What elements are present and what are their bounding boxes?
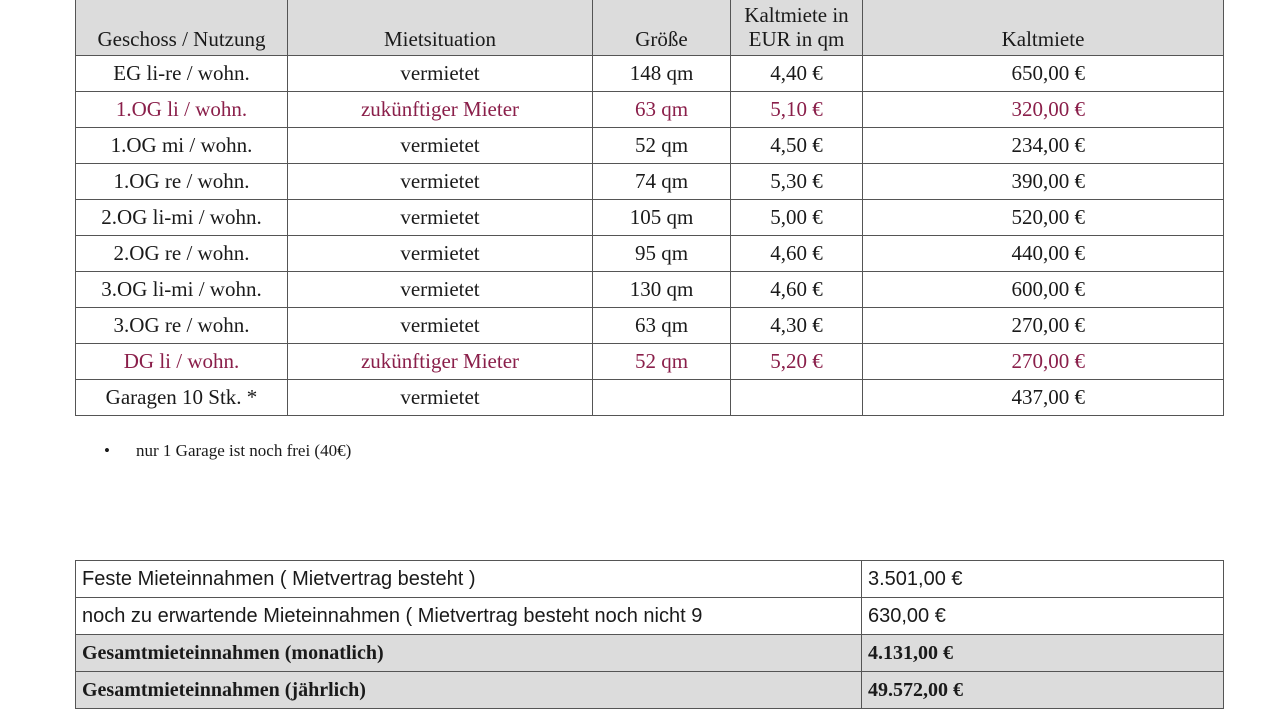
cell-rate: 5,10 €: [731, 92, 863, 128]
summary-value: 630,00 €: [862, 598, 1224, 635]
cell-situation: vermietet: [288, 380, 593, 416]
table-row: [76, 128, 1224, 164]
header-rate: [731, 0, 863, 56]
footnote-text: nur 1 Garage ist noch frei (40€): [136, 441, 352, 460]
cell-situation: vermietet: [288, 200, 593, 236]
table-row: [76, 272, 1224, 308]
cell-situation: vermietet: [288, 236, 593, 272]
cell-size: 74 qm: [593, 164, 731, 200]
cell-rent: 320,00 €: [863, 92, 1224, 128]
cell-floor: 1.OG mi / wohn.: [76, 128, 288, 164]
summary-table: [75, 560, 1224, 709]
table-row: [76, 308, 1224, 344]
cell-rate: 4,60 €: [731, 272, 863, 308]
table-row: [76, 56, 1224, 92]
cell-rate: [731, 380, 863, 416]
table-row: [76, 380, 1224, 416]
cell-floor: 3.OG li-mi / wohn.: [76, 272, 288, 308]
summary-label: Gesamtmieteinnahmen (monatlich): [76, 635, 862, 672]
summary-label: Feste Mieteinnahmen ( Mietvertrag besteht ): [76, 561, 862, 598]
cell-situation: zukünftiger Mieter: [288, 92, 593, 128]
cell-rate: 5,00 €: [731, 200, 863, 236]
cell-size: 52 qm: [593, 128, 731, 164]
cell-situation: vermietet: [288, 308, 593, 344]
table-row: [76, 344, 1224, 380]
rent-table-header: [76, 0, 1224, 56]
cell-rate: 4,40 €: [731, 56, 863, 92]
cell-situation: vermietet: [288, 272, 593, 308]
table-row: [76, 200, 1224, 236]
cell-rent: 437,00 €: [863, 380, 1224, 416]
header-size: Größe: [593, 0, 731, 56]
cell-floor: DG li / wohn.: [76, 344, 288, 380]
summary-value: 4.131,00 €: [862, 635, 1224, 672]
summary-total-yearly: [76, 672, 1224, 709]
cell-rent: 390,00 €: [863, 164, 1224, 200]
cell-floor: 2.OG li-mi / wohn.: [76, 200, 288, 236]
cell-situation: zukünftiger Mieter: [288, 344, 593, 380]
cell-rate: 5,20 €: [731, 344, 863, 380]
cell-rate: 5,30 €: [731, 164, 863, 200]
cell-size: 148 qm: [593, 56, 731, 92]
summary-total-monthly: [76, 635, 1224, 672]
cell-size: 105 qm: [593, 200, 731, 236]
cell-size: [593, 380, 731, 416]
cell-floor: 1.OG re / wohn.: [76, 164, 288, 200]
cell-size: 63 qm: [593, 92, 731, 128]
bullet-icon: •: [104, 441, 110, 460]
cell-floor: 1.OG li / wohn.: [76, 92, 288, 128]
summary-row: [76, 561, 1224, 598]
cell-size: 130 qm: [593, 272, 731, 308]
cell-situation: vermietet: [288, 56, 593, 92]
header-rate-line1: Kaltmiete in: [744, 3, 849, 27]
cell-rent: 440,00 €: [863, 236, 1224, 272]
table-row: [76, 92, 1224, 128]
summary-value: 49.572,00 €: [862, 672, 1224, 709]
summary-label: Gesamtmieteinnahmen (jährlich): [76, 672, 862, 709]
cell-floor: 2.OG re / wohn.: [76, 236, 288, 272]
cell-situation: vermietet: [288, 128, 593, 164]
cell-size: 63 qm: [593, 308, 731, 344]
cell-rate: 4,50 €: [731, 128, 863, 164]
summary-value: 3.501,00 €: [862, 561, 1224, 598]
summary-row: [76, 598, 1224, 635]
cell-rent: 650,00 €: [863, 56, 1224, 92]
garage-footnote: [104, 441, 351, 461]
cell-rent: 600,00 €: [863, 272, 1224, 308]
cell-size: 52 qm: [593, 344, 731, 380]
cell-floor: EG li-re / wohn.: [76, 56, 288, 92]
summary-label: noch zu erwartende Mieteinnahmen ( Mietvertrag besteht noch nicht 9: [76, 598, 862, 635]
table-row: [76, 164, 1224, 200]
cell-rate: 4,30 €: [731, 308, 863, 344]
cell-floor: Garagen 10 Stk. *: [76, 380, 288, 416]
header-rate-line2: EUR in qm: [748, 27, 845, 51]
cell-rent: 234,00 €: [863, 128, 1224, 164]
cell-rent: 520,00 €: [863, 200, 1224, 236]
header-situation: Mietsituation: [288, 0, 593, 56]
cell-rent: 270,00 €: [863, 344, 1224, 380]
header-rent: Kaltmiete: [863, 0, 1224, 56]
cell-rent: 270,00 €: [863, 308, 1224, 344]
cell-situation: vermietet: [288, 164, 593, 200]
cell-size: 95 qm: [593, 236, 731, 272]
cell-floor: 3.OG re / wohn.: [76, 308, 288, 344]
rent-table: [75, 0, 1224, 416]
cell-rate: 4,60 €: [731, 236, 863, 272]
header-floor: Geschoss / Nutzung: [76, 0, 288, 56]
table-row: [76, 236, 1224, 272]
